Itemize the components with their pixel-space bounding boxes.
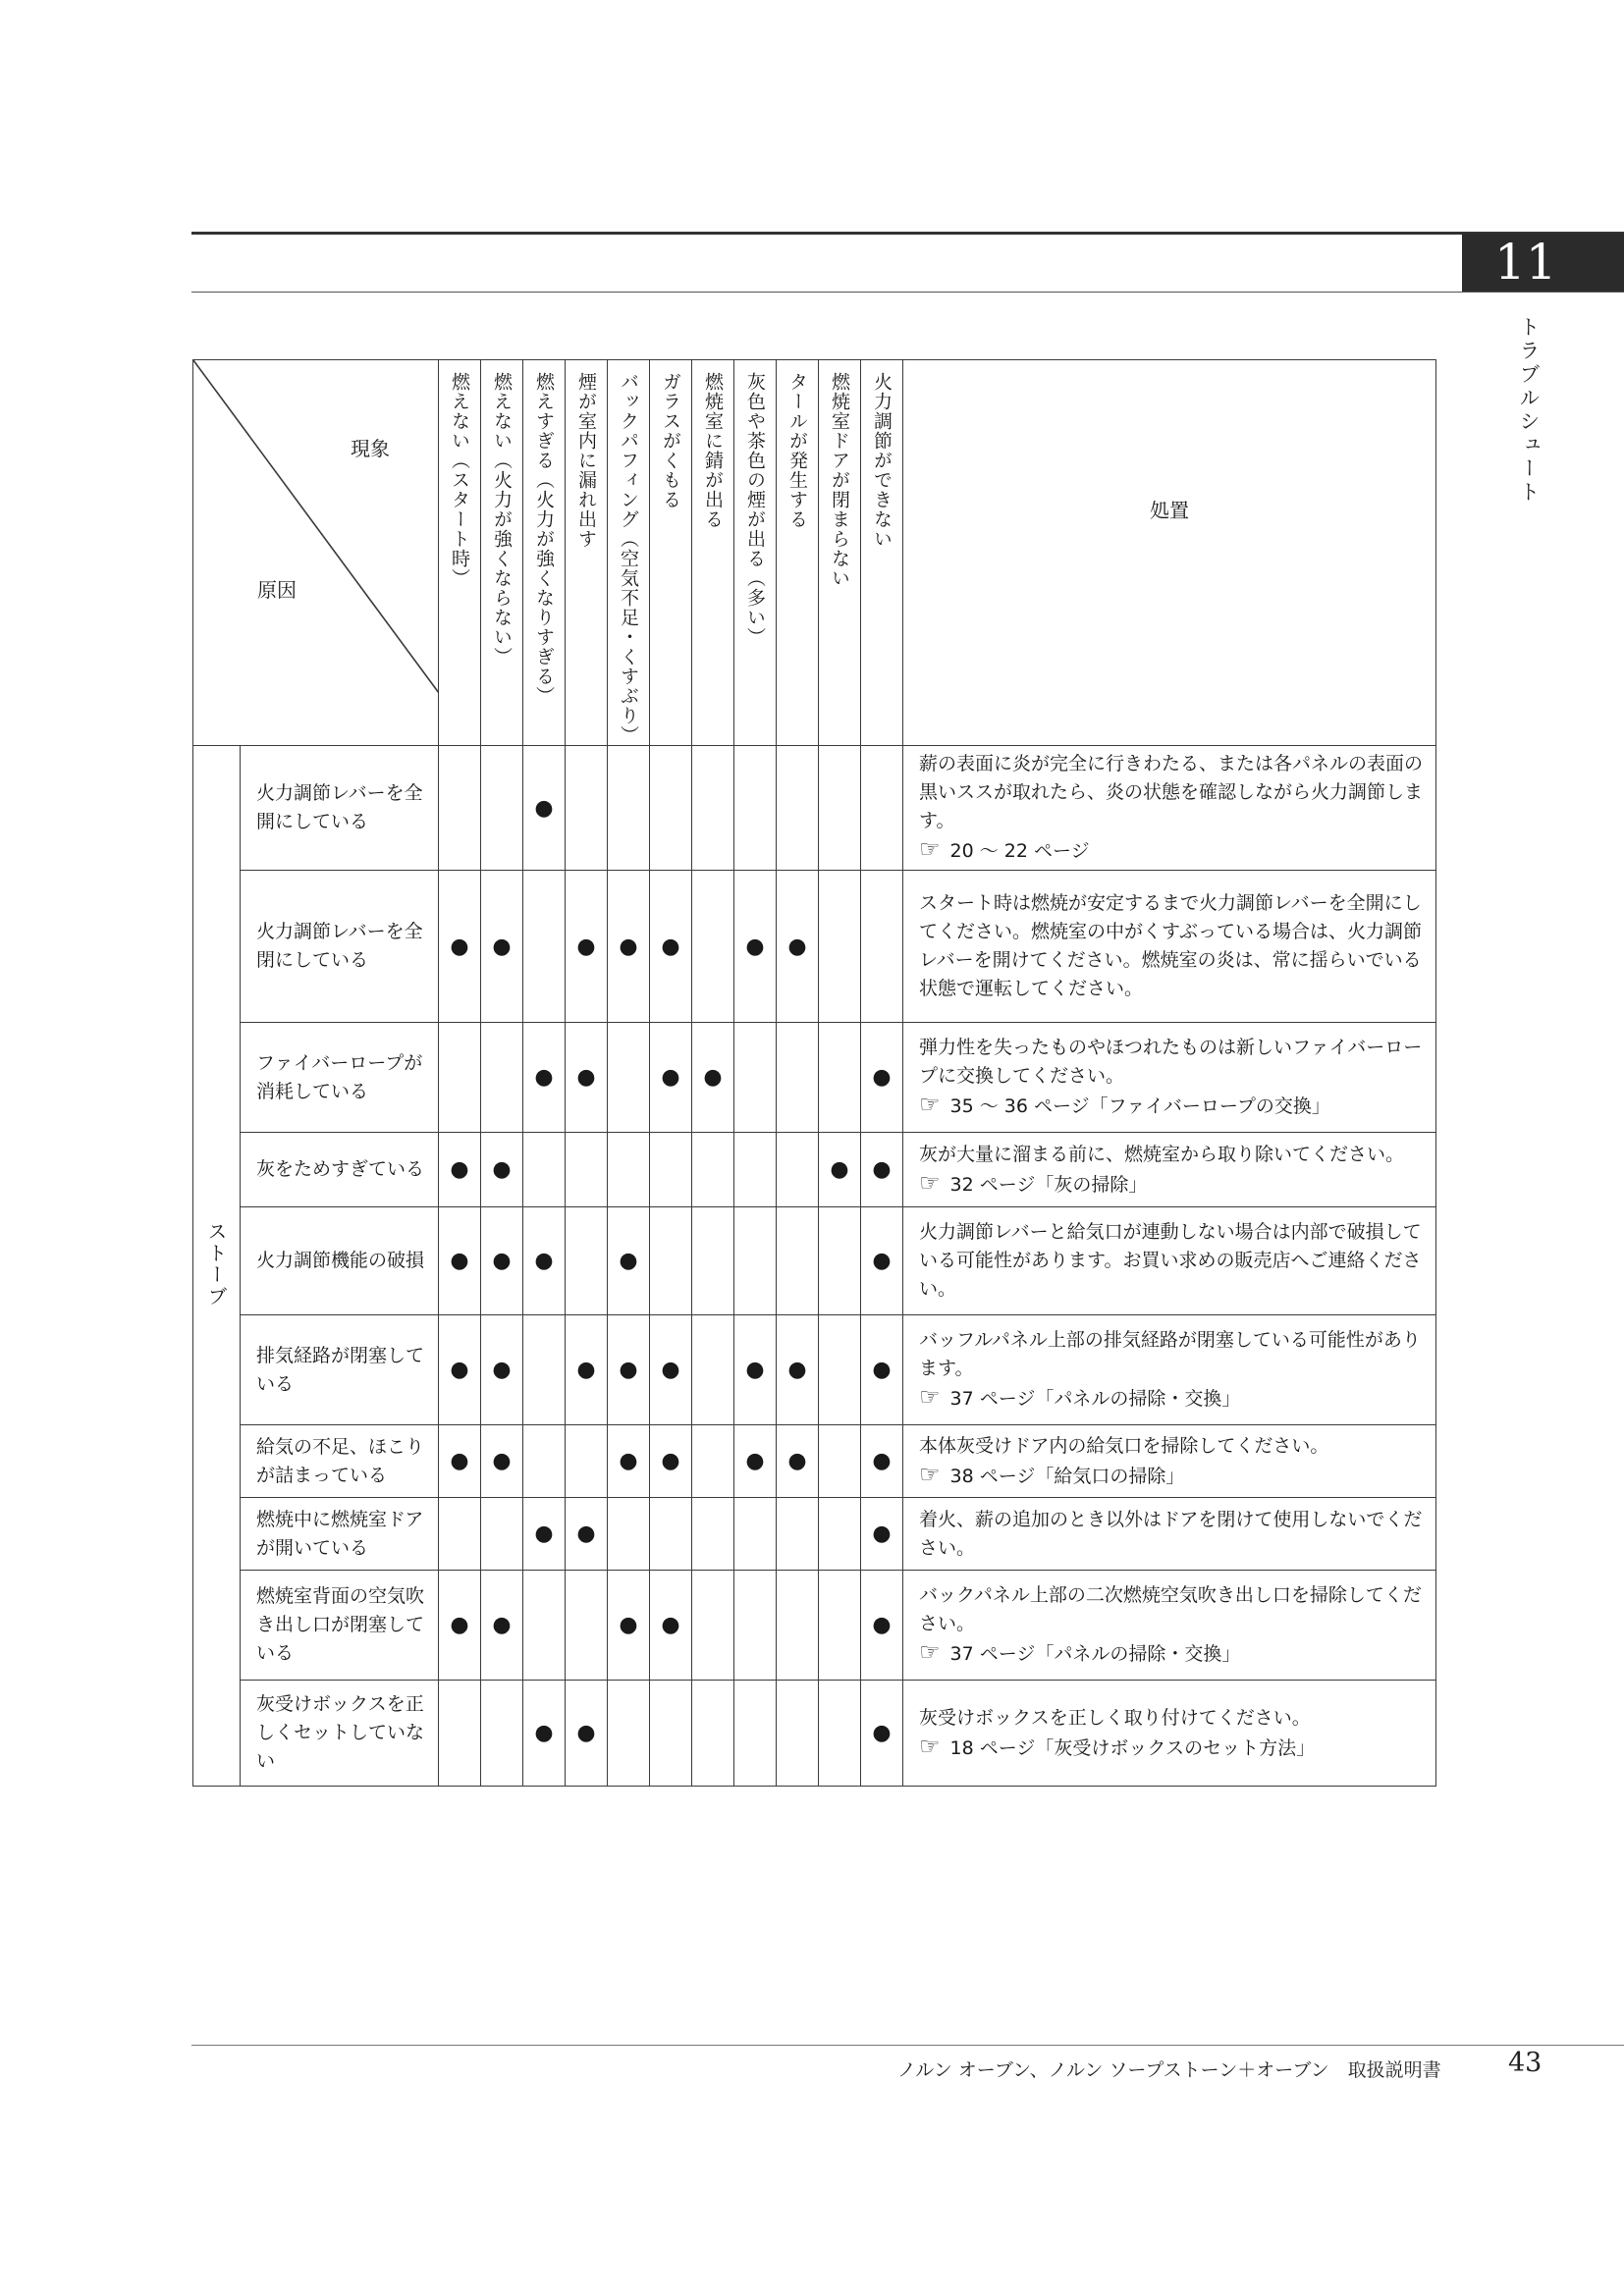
filled-dot-mark: ● <box>608 1571 650 1681</box>
empty-mark-cell <box>777 1207 819 1315</box>
filled-dot-mark: ● <box>861 1498 903 1571</box>
treatment-cell <box>903 1681 1436 1787</box>
symptom-header: 灰色や茶色の煙が出る（多い） <box>734 360 777 746</box>
filled-dot-mark: ● <box>566 871 608 1023</box>
page-reference: 37 ページ「パネルの掃除・交換」 <box>949 1643 1241 1665</box>
header-subrule <box>191 292 1624 293</box>
empty-mark-cell <box>734 1023 777 1133</box>
page-reference: 35 ～ 36 ページ「ファイバーロープの交換」 <box>949 1095 1330 1117</box>
page-number: 43 <box>1508 2048 1543 2078</box>
filled-dot-mark: ● <box>861 1571 903 1681</box>
filled-dot-mark: ● <box>566 1315 608 1425</box>
treatment-cell <box>903 1207 1436 1315</box>
empty-mark-cell <box>734 1571 777 1681</box>
empty-mark-cell <box>734 1681 777 1787</box>
filled-dot-mark: ● <box>608 1207 650 1315</box>
page-reference: 18 ページ「灰受けボックスのセット方法」 <box>949 1736 1316 1759</box>
filled-dot-mark: ● <box>481 1133 523 1207</box>
empty-mark-cell <box>692 1133 734 1207</box>
empty-mark-cell <box>819 1571 861 1681</box>
treatment-text: 灰受けボックスを正しく取り付けてください。 <box>919 1706 1311 1729</box>
table-row <box>193 1315 1436 1425</box>
filled-dot-mark: ● <box>777 1315 819 1425</box>
empty-mark-cell <box>566 1571 608 1681</box>
empty-mark-cell <box>692 746 734 871</box>
filled-dot-mark: ● <box>650 1315 692 1425</box>
cause-cell: 灰をためすぎている <box>241 1133 439 1207</box>
corner-header-cell <box>193 360 439 746</box>
header-rule <box>191 232 1624 235</box>
corner-diagonal-line <box>193 360 439 693</box>
page-reference: 38 ページ「給気口の掃除」 <box>949 1465 1185 1487</box>
empty-mark-cell <box>439 1681 481 1787</box>
hand-pointer-icon: ☞ <box>919 1383 941 1411</box>
filled-dot-mark: ● <box>861 1207 903 1315</box>
treatment-text: 薪の表面に炎が完全に行きわたる、または各パネルの表面の黒いススが取れたら、炎の状態を確認しながら火力調節します。 <box>919 753 1424 831</box>
empty-mark-cell <box>481 1023 523 1133</box>
treatment-text: バックパネル上部の二次燃焼空気吹き出し口を掃除してください。 <box>919 1584 1422 1634</box>
filled-dot-mark: ● <box>650 1571 692 1681</box>
phenomenon-label: 現象 <box>351 437 390 460</box>
section-title: トラブルシュート <box>1517 316 1541 505</box>
filled-dot-mark: ● <box>692 1023 734 1133</box>
filled-dot-mark: ● <box>861 1133 903 1207</box>
table-row <box>193 746 1436 871</box>
empty-mark-cell <box>734 1207 777 1315</box>
filled-dot-mark: ● <box>734 1315 777 1425</box>
empty-mark-cell <box>777 1571 819 1681</box>
empty-mark-cell <box>608 746 650 871</box>
filled-dot-mark: ● <box>523 1207 566 1315</box>
treatment-text: 火力調節レバーと給気口が連動しない場合は内部で破損している可能性があります。お買い求めの販売店へご連絡ください。 <box>919 1221 1422 1300</box>
empty-mark-cell <box>566 1425 608 1498</box>
cause-cell: 火力調節機能の破損 <box>241 1207 439 1315</box>
empty-mark-cell <box>650 1681 692 1787</box>
empty-mark-cell <box>439 1498 481 1571</box>
treatment-cell <box>903 1425 1436 1498</box>
empty-mark-cell <box>650 1498 692 1571</box>
filled-dot-mark: ● <box>481 1207 523 1315</box>
symptom-header: 煙が室内に漏れ出す <box>566 360 608 746</box>
empty-mark-cell <box>692 1681 734 1787</box>
cause-cell: ファイバーロープが消耗している <box>241 1023 439 1133</box>
empty-mark-cell <box>650 746 692 871</box>
empty-mark-cell <box>481 1681 523 1787</box>
empty-mark-cell <box>734 746 777 871</box>
cause-label: 原因 <box>257 578 297 602</box>
empty-mark-cell <box>819 1425 861 1498</box>
empty-mark-cell <box>777 1133 819 1207</box>
treatment-cell <box>903 1315 1436 1425</box>
empty-mark-cell <box>650 1133 692 1207</box>
filled-dot-mark: ● <box>523 1498 566 1571</box>
table-row <box>193 1023 1436 1133</box>
empty-mark-cell <box>566 1133 608 1207</box>
filled-dot-mark: ● <box>566 1498 608 1571</box>
category-cell: ストーブ <box>193 746 241 1787</box>
empty-mark-cell <box>692 1207 734 1315</box>
treatment-text: バッフルパネル上部の排気経路が閉塞している可能性があります。 <box>919 1329 1421 1379</box>
empty-mark-cell <box>692 1571 734 1681</box>
empty-mark-cell <box>439 746 481 871</box>
empty-mark-cell <box>819 1315 861 1425</box>
symptom-header: 燃焼室に錆が出る <box>692 360 734 746</box>
empty-mark-cell <box>777 1023 819 1133</box>
hand-pointer-icon: ☞ <box>919 1168 941 1197</box>
empty-mark-cell <box>439 1023 481 1133</box>
filled-dot-mark: ● <box>439 1571 481 1681</box>
table-row <box>193 1425 1436 1498</box>
filled-dot-mark: ● <box>861 1425 903 1498</box>
hand-pointer-icon: ☞ <box>919 1091 941 1118</box>
filled-dot-mark: ● <box>439 1425 481 1498</box>
empty-mark-cell <box>819 1498 861 1571</box>
empty-mark-cell <box>523 1571 566 1681</box>
hand-pointer-icon: ☞ <box>919 835 941 863</box>
empty-mark-cell <box>692 1498 734 1571</box>
empty-mark-cell <box>566 746 608 871</box>
filled-dot-mark: ● <box>650 1023 692 1133</box>
filled-dot-mark: ● <box>650 871 692 1023</box>
footer-rule <box>191 2045 1624 2046</box>
empty-mark-cell <box>819 1023 861 1133</box>
empty-mark-cell <box>650 1207 692 1315</box>
table-row <box>193 1207 1436 1315</box>
empty-mark-cell <box>523 871 566 1023</box>
chapter-number-tab: 11 <box>1462 234 1624 292</box>
treatment-cell <box>903 1023 1436 1133</box>
empty-mark-cell <box>692 871 734 1023</box>
filled-dot-mark: ● <box>481 1315 523 1425</box>
page-reference: 37 ページ「パネルの掃除・交換」 <box>949 1388 1241 1410</box>
symptom-header: 火力調節ができない <box>861 360 903 746</box>
cause-cell: 排気経路が閉塞している <box>241 1315 439 1425</box>
empty-mark-cell <box>861 746 903 871</box>
cause-cell: 火力調節レバーを全閉にしている <box>241 871 439 1023</box>
empty-mark-cell <box>481 746 523 871</box>
page-reference: 32 ページ「灰の掃除」 <box>949 1173 1148 1196</box>
filled-dot-mark: ● <box>566 1681 608 1787</box>
filled-dot-mark: ● <box>819 1133 861 1207</box>
filled-dot-mark: ● <box>608 1315 650 1425</box>
table-row <box>193 871 1436 1023</box>
treatment-text: 弾力性を失ったものやほつれたものは新しいファイバーロープに交換してください。 <box>919 1037 1423 1087</box>
filled-dot-mark: ● <box>608 871 650 1023</box>
symptom-header: 燃えすぎる（火力が強くなりすぎる） <box>523 360 566 746</box>
empty-mark-cell <box>692 1425 734 1498</box>
treatment-text: 本体灰受けドア内の給気口を掃除してください。 <box>919 1434 1329 1457</box>
table-row <box>193 1133 1436 1207</box>
troubleshooting-table <box>192 359 1436 1787</box>
cause-cell: 燃焼中に燃焼室ドアが開いている <box>241 1498 439 1571</box>
filled-dot-mark: ● <box>439 1207 481 1315</box>
filled-dot-mark: ● <box>523 746 566 871</box>
filled-dot-mark: ● <box>523 1023 566 1133</box>
treatment-text: スタート時は燃焼が安定するまで火力調節レバーを全開にしてください。燃焼室の中がくすぶっている場合は、火力調節レバーを開けてください。燃焼室の炎は、常に揺らいでいる状態で運転してください。 <box>919 892 1423 999</box>
empty-mark-cell <box>734 1133 777 1207</box>
empty-mark-cell <box>523 1425 566 1498</box>
filled-dot-mark: ● <box>861 1681 903 1787</box>
symptom-header: 燃えない（スタート時） <box>439 360 481 746</box>
filled-dot-mark: ● <box>439 871 481 1023</box>
manual-title: ノルン オーブン、ノルン ソープストーン＋オーブン 取扱説明書 <box>897 2059 1441 2081</box>
page-reference: 20 ～ 22 ページ <box>949 840 1090 862</box>
filled-dot-mark: ● <box>566 1023 608 1133</box>
hand-pointer-icon: ☞ <box>919 1460 941 1488</box>
cause-cell: 灰受けボックスを正しくセットしていない <box>241 1681 439 1787</box>
treatment-cell <box>903 871 1436 1023</box>
empty-mark-cell <box>734 1498 777 1571</box>
filled-dot-mark: ● <box>861 1315 903 1425</box>
empty-mark-cell <box>819 1207 861 1315</box>
empty-mark-cell <box>523 1133 566 1207</box>
filled-dot-mark: ● <box>481 1425 523 1498</box>
table-row <box>193 1498 1436 1571</box>
cause-cell: 火力調節レバーを全開にしている <box>241 746 439 871</box>
filled-dot-mark: ● <box>861 1023 903 1133</box>
empty-mark-cell <box>819 746 861 871</box>
empty-mark-cell <box>861 871 903 1023</box>
symptom-header: ガラスがくもる <box>650 360 692 746</box>
empty-mark-cell <box>608 1133 650 1207</box>
treatment-cell <box>903 746 1436 871</box>
filled-dot-mark: ● <box>439 1315 481 1425</box>
treatment-header: 処置 <box>903 360 1436 746</box>
cause-cell: 燃焼室背面の空気吹き出し口が閉塞している <box>241 1571 439 1681</box>
filled-dot-mark: ● <box>777 1425 819 1498</box>
symptom-header: 燃焼室ドアが閉まらない <box>819 360 861 746</box>
filled-dot-mark: ● <box>608 1425 650 1498</box>
filled-dot-mark: ● <box>439 1133 481 1207</box>
empty-mark-cell <box>608 1023 650 1133</box>
treatment-cell <box>903 1498 1436 1571</box>
cause-cell: 給気の不足、ほこりが詰まっている <box>241 1425 439 1498</box>
empty-mark-cell <box>819 871 861 1023</box>
table-row <box>193 1571 1436 1681</box>
empty-mark-cell <box>566 1207 608 1315</box>
filled-dot-mark: ● <box>777 871 819 1023</box>
table-row <box>193 1681 1436 1787</box>
hand-pointer-icon: ☞ <box>919 1732 941 1760</box>
filled-dot-mark: ● <box>481 871 523 1023</box>
empty-mark-cell <box>819 1681 861 1787</box>
empty-mark-cell <box>777 1498 819 1571</box>
empty-mark-cell <box>608 1498 650 1571</box>
hand-pointer-icon: ☞ <box>919 1638 941 1666</box>
symptom-header: バックパフィング（空気不足・くすぶり） <box>608 360 650 746</box>
filled-dot-mark: ● <box>523 1681 566 1787</box>
treatment-cell <box>903 1571 1436 1681</box>
empty-mark-cell <box>523 1315 566 1425</box>
symptom-header: 燃えない（火力が強くならない） <box>481 360 523 746</box>
filled-dot-mark: ● <box>650 1425 692 1498</box>
empty-mark-cell <box>608 1681 650 1787</box>
treatment-text: 着火、薪の追加のとき以外はドアを閉けて使用しないでください。 <box>919 1508 1423 1559</box>
empty-mark-cell <box>481 1498 523 1571</box>
filled-dot-mark: ● <box>734 871 777 1023</box>
treatment-cell <box>903 1133 1436 1207</box>
symptom-header: タールが発生する <box>777 360 819 746</box>
treatment-text: 灰が大量に溜まる前に、燃焼室から取り除いてください。 <box>919 1143 1405 1165</box>
filled-dot-mark: ● <box>481 1571 523 1681</box>
filled-dot-mark: ● <box>734 1425 777 1498</box>
empty-mark-cell <box>777 1681 819 1787</box>
empty-mark-cell <box>777 746 819 871</box>
empty-mark-cell <box>692 1315 734 1425</box>
